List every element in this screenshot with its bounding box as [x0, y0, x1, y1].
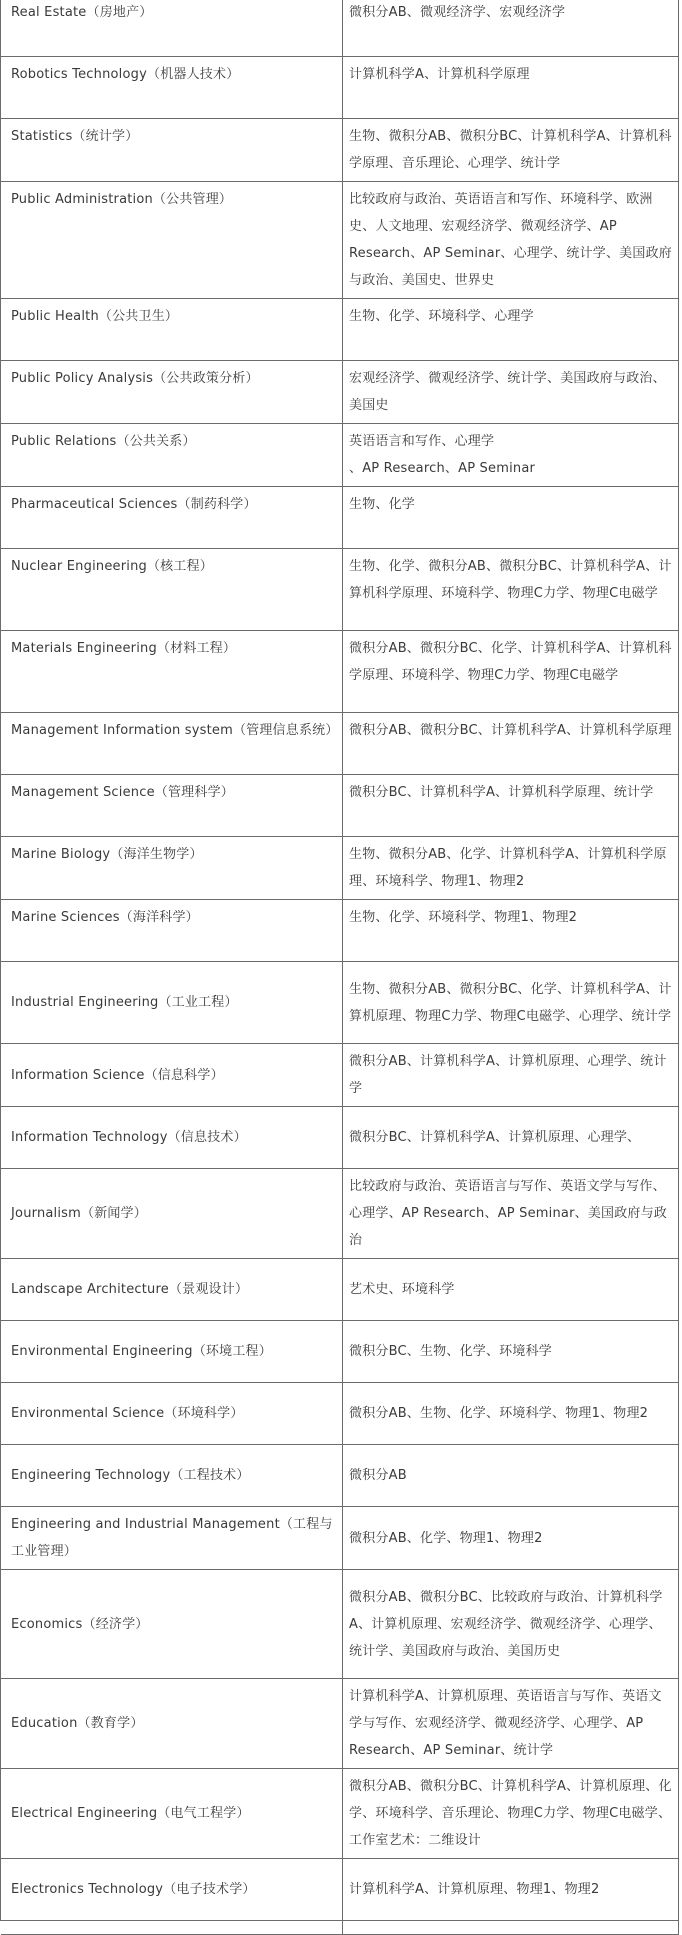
- recommended-ap-courses-cell: 计算机科学A、计算机原理、英语语言与写作、英语文学与写作、宏观经济学、微观经济学、心理学、AP Research、AP Seminar、统计学: [343, 1679, 679, 1769]
- major-name-cell: Engineering Technology（工程技术）: [1, 1445, 343, 1507]
- recommended-ap-courses-cell: 艺术史、环境科学: [343, 1259, 679, 1321]
- table-row: [1, 1679, 679, 1769]
- table-row: [1, 1859, 679, 1921]
- recommended-ap-courses-cell: 生物、微积分AB、微积分BC、计算机科学A、计算机科学原理、音乐理论、心理学、统计学: [343, 119, 679, 182]
- major-name-cell: Management Science（管理科学）: [1, 775, 343, 837]
- major-name-cell: Education（教育学）: [1, 1679, 343, 1769]
- recommended-ap-courses-cell: 生物、微积分AB、化学、计算机科学A、计算机科学原理、环境科学、物理1、物理2: [343, 837, 679, 900]
- recommended-ap-courses-cell: 微积分AB、微积分BC、比较政府与政治、计算机科学A、计算机原理、宏观经济学、微观经济学、心理学、统计学、美国政府与政治、美国历史: [343, 1570, 679, 1679]
- recommended-ap-courses-cell: 微积分BC、生物、化学、环境科学: [343, 1321, 679, 1383]
- table-row: [1, 182, 679, 299]
- recommended-ap-courses-cell: 英语语言和写作、心理学 、AP Research、AP Seminar: [343, 424, 679, 487]
- table-row: [1, 1169, 679, 1259]
- major-name-cell: Environmental Science（环境科学）: [1, 1383, 343, 1445]
- table-row: [1, 57, 679, 119]
- recommended-ap-courses-cell: 微积分AB、微积分BC、计算机科学A、计算机原理、化学、环境科学、音乐理论、物理C力学、物理C电磁学、工作室艺术：二维设计: [343, 1769, 679, 1859]
- table-row: [1, 962, 679, 1044]
- major-name-cell: Information Technology（信息技术）: [1, 1107, 343, 1169]
- recommended-ap-courses-cell: 微积分BC、计算机科学A、计算机科学原理、统计学: [343, 775, 679, 837]
- major-name-cell: Environmental Engineering（环境工程）: [1, 1321, 343, 1383]
- major-name-cell: Materials Engineering（材料工程）: [1, 631, 343, 713]
- major-name-cell: Public Relations（公共关系）: [1, 424, 343, 487]
- recommended-ap-courses-cell: 比较政府与政治、英语语言和写作、环境科学、欧洲史、人文地理、宏观经济学、微观经济学、AP Research、AP Seminar、心理学、统计学、美国政府与政治、美国史、世界史: [343, 182, 679, 299]
- major-name-cell: Public Policy Analysis（公共政策分析）: [1, 361, 343, 424]
- recommended-ap-courses-cell: 微积分AB、计算机科学A、计算机原理、心理学、统计学: [343, 1044, 679, 1107]
- recommended-ap-courses-cell: [343, 1921, 679, 1935]
- major-name-cell: Engineering and Industrial Management（工程与工业管理）: [1, 1507, 343, 1570]
- table-row: [1, 119, 679, 182]
- major-name-cell: Marine Biology（海洋生物学）: [1, 837, 343, 900]
- table-row: [1, 1107, 679, 1169]
- table-row: [1, 713, 679, 775]
- major-name-cell: Management Information system（管理信息系统）: [1, 713, 343, 775]
- major-name-cell: Information Science（信息科学）: [1, 1044, 343, 1107]
- recommended-ap-courses-cell: 微积分AB、微观经济学、宏观经济学: [343, 0, 679, 57]
- table-row: [1, 1570, 679, 1679]
- major-name-cell: Real Estate（房地产）: [1, 0, 343, 57]
- major-name-cell: Nuclear Engineering（核工程）: [1, 549, 343, 631]
- recommended-ap-courses-cell: 比较政府与政治、英语语言与写作、英语文学与写作、心理学、AP Research、AP Seminar、美国政府与政治: [343, 1169, 679, 1259]
- recommended-ap-courses-cell: 微积分AB、微积分BC、化学、计算机科学A、计算机科学原理、环境科学、物理C力学、物理C电磁学: [343, 631, 679, 713]
- major-name-cell: Economics（经济学）: [1, 1570, 343, 1679]
- major-name-cell: Industrial Engineering（工业工程）: [1, 962, 343, 1044]
- table-row: [1, 1921, 679, 1935]
- major-name-cell: Landscape Architecture（景观设计）: [1, 1259, 343, 1321]
- major-name-cell: Electrical Engineering（电气工程学）: [1, 1769, 343, 1859]
- recommended-ap-courses-cell: 生物、化学、微积分AB、微积分BC、计算机科学A、计算机科学原理、环境科学、物理C力学、物理C电磁学: [343, 549, 679, 631]
- recommended-ap-courses-cell: 微积分AB、微积分BC、计算机科学A、计算机科学原理: [343, 713, 679, 775]
- recommended-ap-courses-cell: 计算机科学A、计算机科学原理: [343, 57, 679, 119]
- recommended-ap-courses-cell: 微积分BC、计算机科学A、计算机原理、心理学、: [343, 1107, 679, 1169]
- recommended-ap-courses-cell: 微积分AB: [343, 1445, 679, 1507]
- table-row: [1, 775, 679, 837]
- table-row: [1, 837, 679, 900]
- recommended-ap-courses-cell: 微积分AB、化学、物理1、物理2: [343, 1507, 679, 1570]
- table-row: [1, 631, 679, 713]
- major-name-cell: Robotics Technology（机器人技术）: [1, 57, 343, 119]
- table-row: [1, 487, 679, 549]
- recommended-ap-courses-cell: 计算机科学A、计算机原理、物理1、物理2: [343, 1859, 679, 1921]
- major-name-cell: Marine Sciences（海洋科学）: [1, 900, 343, 962]
- table-row: [1, 1507, 679, 1570]
- major-name-cell: Public Health（公共卫生）: [1, 299, 343, 361]
- table-row: [1, 549, 679, 631]
- major-name-cell: Pharmaceutical Sciences（制药科学）: [1, 487, 343, 549]
- recommended-ap-courses-cell: 生物、微积分AB、微积分BC、化学、计算机科学A、计算机原理、物理C力学、物理C电磁学、心理学、统计学: [343, 962, 679, 1044]
- table-row: [1, 900, 679, 962]
- recommended-ap-courses-cell: 微积分AB、生物、化学、环境科学、物理1、物理2: [343, 1383, 679, 1445]
- table-row: [1, 1445, 679, 1507]
- table-row: [1, 1259, 679, 1321]
- table-row: [1, 1383, 679, 1445]
- recommended-ap-courses-cell: 生物、化学、环境科学、心理学: [343, 299, 679, 361]
- table-row: [1, 0, 679, 57]
- table-row: [1, 1044, 679, 1107]
- table-row: [1, 299, 679, 361]
- recommended-ap-courses-cell: 宏观经济学、微观经济学、统计学、美国政府与政治、美国史: [343, 361, 679, 424]
- major-name-cell: [1, 1921, 343, 1935]
- recommended-ap-courses-cell: 生物、化学: [343, 487, 679, 549]
- recommended-ap-courses-cell: 生物、化学、环境科学、物理1、物理2: [343, 900, 679, 962]
- table-row: [1, 361, 679, 424]
- table-row: [1, 424, 679, 487]
- major-name-cell: Journalism（新闻学）: [1, 1169, 343, 1259]
- major-name-cell: Electronics Technology（电子技术学）: [1, 1859, 343, 1921]
- table-row: [1, 1321, 679, 1383]
- major-name-cell: Public Administration（公共管理）: [1, 182, 343, 299]
- table-body: [1, 0, 679, 1935]
- table-row: [1, 1769, 679, 1859]
- major-name-cell: Statistics（统计学）: [1, 119, 343, 182]
